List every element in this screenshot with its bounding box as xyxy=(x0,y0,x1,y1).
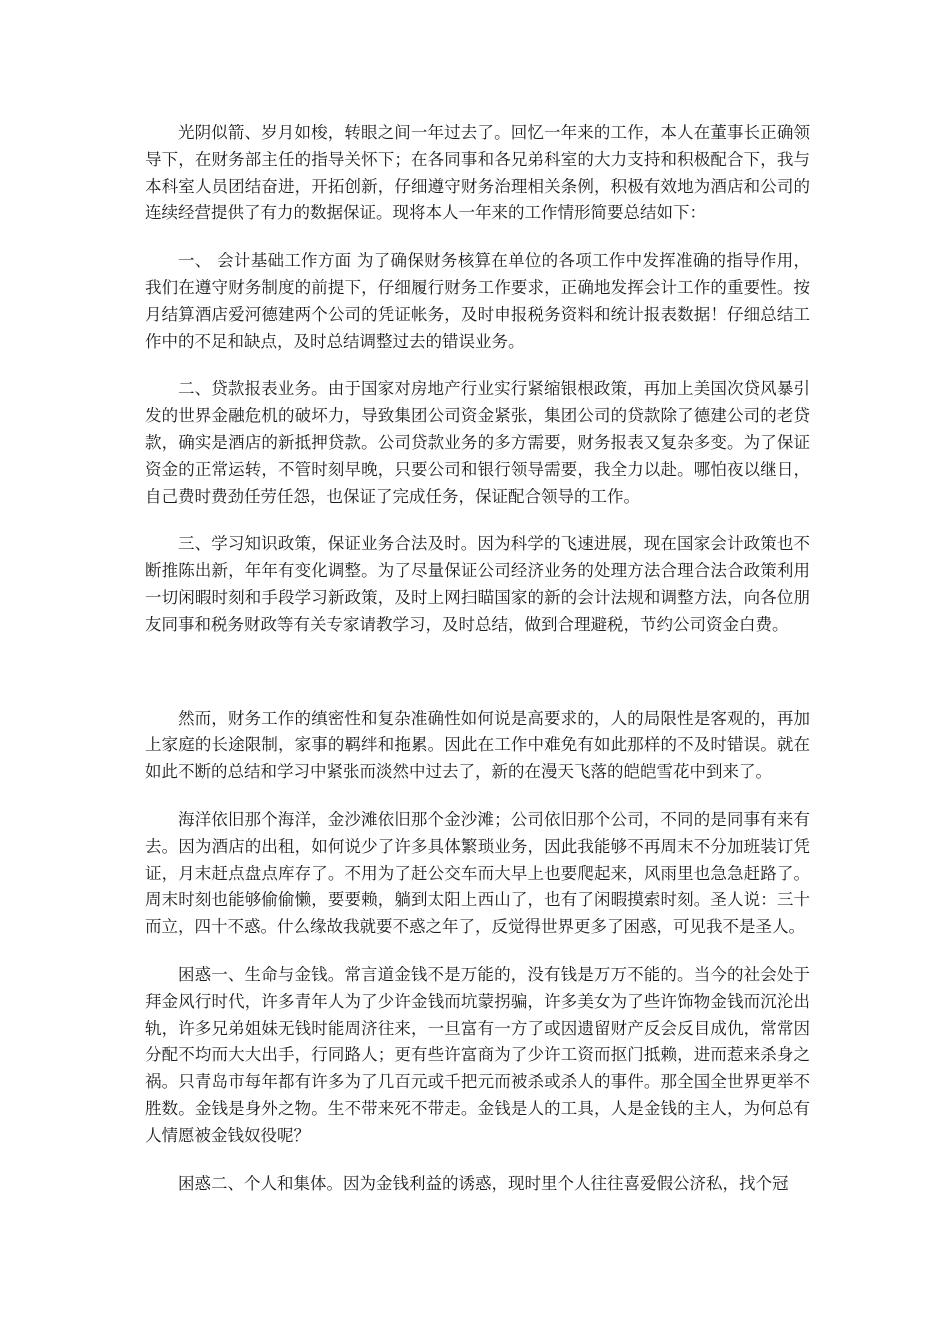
section-spacer xyxy=(145,660,810,706)
paragraph-accounting-basics: 一、 会计基础工作方面 为了确保财务核算在单位的各项工作中发挥准确的指导作用，我们在遵守财务制度的前提下，仔细履行财务工作要求，正确地发挥会计工作的重要性。按月结算酒店爱河德建两个公司的凭证帐务，及时申报税务资料和统计报表数据！仔细总结工作中的不足和缺点，及时总结调整过去的错误业务。 xyxy=(145,251,810,351)
paragraph-confusion-one: 困惑一、生命与金钱。常言道金钱不是万能的，没有钱是万万不能的。当今的社会处于拜金风行时代，许多青年人为了少许金钱而坑蒙拐骗，许多美女为了些许饰物金钱而沉沦出轨，许多兄弟姐妹无钱时能周济往来，一旦富有一方了或因遗留财产反会反目成仇，常常因分配不均而大大出手，行同路人；更有些许富商为了少许工资而抠门抵赖，进而惹来杀身之祸。只青岛市每年都有许多为了几百元或千把元而被杀或杀人的事件。那全国全世界更举不胜数。金钱是身外之物。生不带来死不带走。金钱是人的工具，人是金钱的主人，为何总有人情愿被金钱奴役呢？ xyxy=(145,964,810,1145)
paragraph-intro: 光阴似箭、岁月如梭，转眼之间一年过去了。回忆一年来的工作，本人在董事长正确领导下，在财务部主任的指导关怀下；在各同事和各兄弟科室的大力支持和积极配合下，我与本科室人员团结奋进，开拓创新，仔细遵守财务治理相关条例，积极有效地为酒店和公司的连续经营提供了有力的数据保证。现将本人一年来的工作情形简要总结如下： xyxy=(145,123,810,223)
paragraph-learning-policy: 三、学习知识政策，保证业务合法及时。因为科学的飞速进展，现在国家会计政策也不断推陈出新，年年有变化调整。为了尽量保证公司经济业务的处理方法合理合法合政策利用一切闲暇时刻和手段学习新政策，及时上网扫瞄国家的新的会计法规和调整方法，向各位朋友同事和税务财政等有关专家请教学习，及时总结，做到合理避税，节约公司资金白费。 xyxy=(145,534,810,634)
paragraph-confusion-two: 困惑二、个人和集体。因为金钱利益的诱惑，现时里个人往往喜爱假公济私，找个冠 xyxy=(178,1173,789,1193)
paragraph-reflection: 海洋依旧那个海洋，金沙滩依旧那个金沙滩；公司依旧那个公司，不同的是同事有来有去。因为酒店的出租，如何说少了许多具体繁琐业务，因此我能够不再周末不分加班装订凭证，月末赶点盘点库存了。不用为了赶公交车而大早上也要爬起来，风雨里也急急赶路了。周末时刻也能够偷偷懒，要要赖，躺到太阳上西山了，也有了闲暇摸索时刻。圣人说：三十而立，四十不惑。什么缘故我就要不惑之年了，反觉得世界更多了困惑，可见我不是圣人。 xyxy=(145,809,810,937)
paragraph-loan-reports: 二、贷款报表业务。由于国家对房地产行业实行紧缩银根政策，再加上美国次贷风暴引发的世界金融危机的破坏力，导致集团公司资金紧张，集团公司的贷款除了德建公司的老贷款，确实是酒店的新抵押贷款。公司贷款业务的多方需要，财务报表又复杂多变。为了保证资金的正常运转，不管时刻早晚，只要公司和银行领导需要，我全力以赴。哪怕夜以继日，自己费时费劲任劳任怨，也保证了完成任务，保证配合领导的工作。 xyxy=(145,379,810,506)
document-page xyxy=(145,120,810,1218)
paragraph-limitations: 然而，财务工作的缜密性和复杂准确性如何说是高要求的，人的局限性是客观的，再加上家庭的长途限制，家事的羁绊和拖累。因此在工作中难免有如此那样的不及时错误。就在如此不断的总结和学习中紧张而淡然中过去了，新的在漫天飞落的皑皑雪花中到来了。 xyxy=(145,708,810,782)
